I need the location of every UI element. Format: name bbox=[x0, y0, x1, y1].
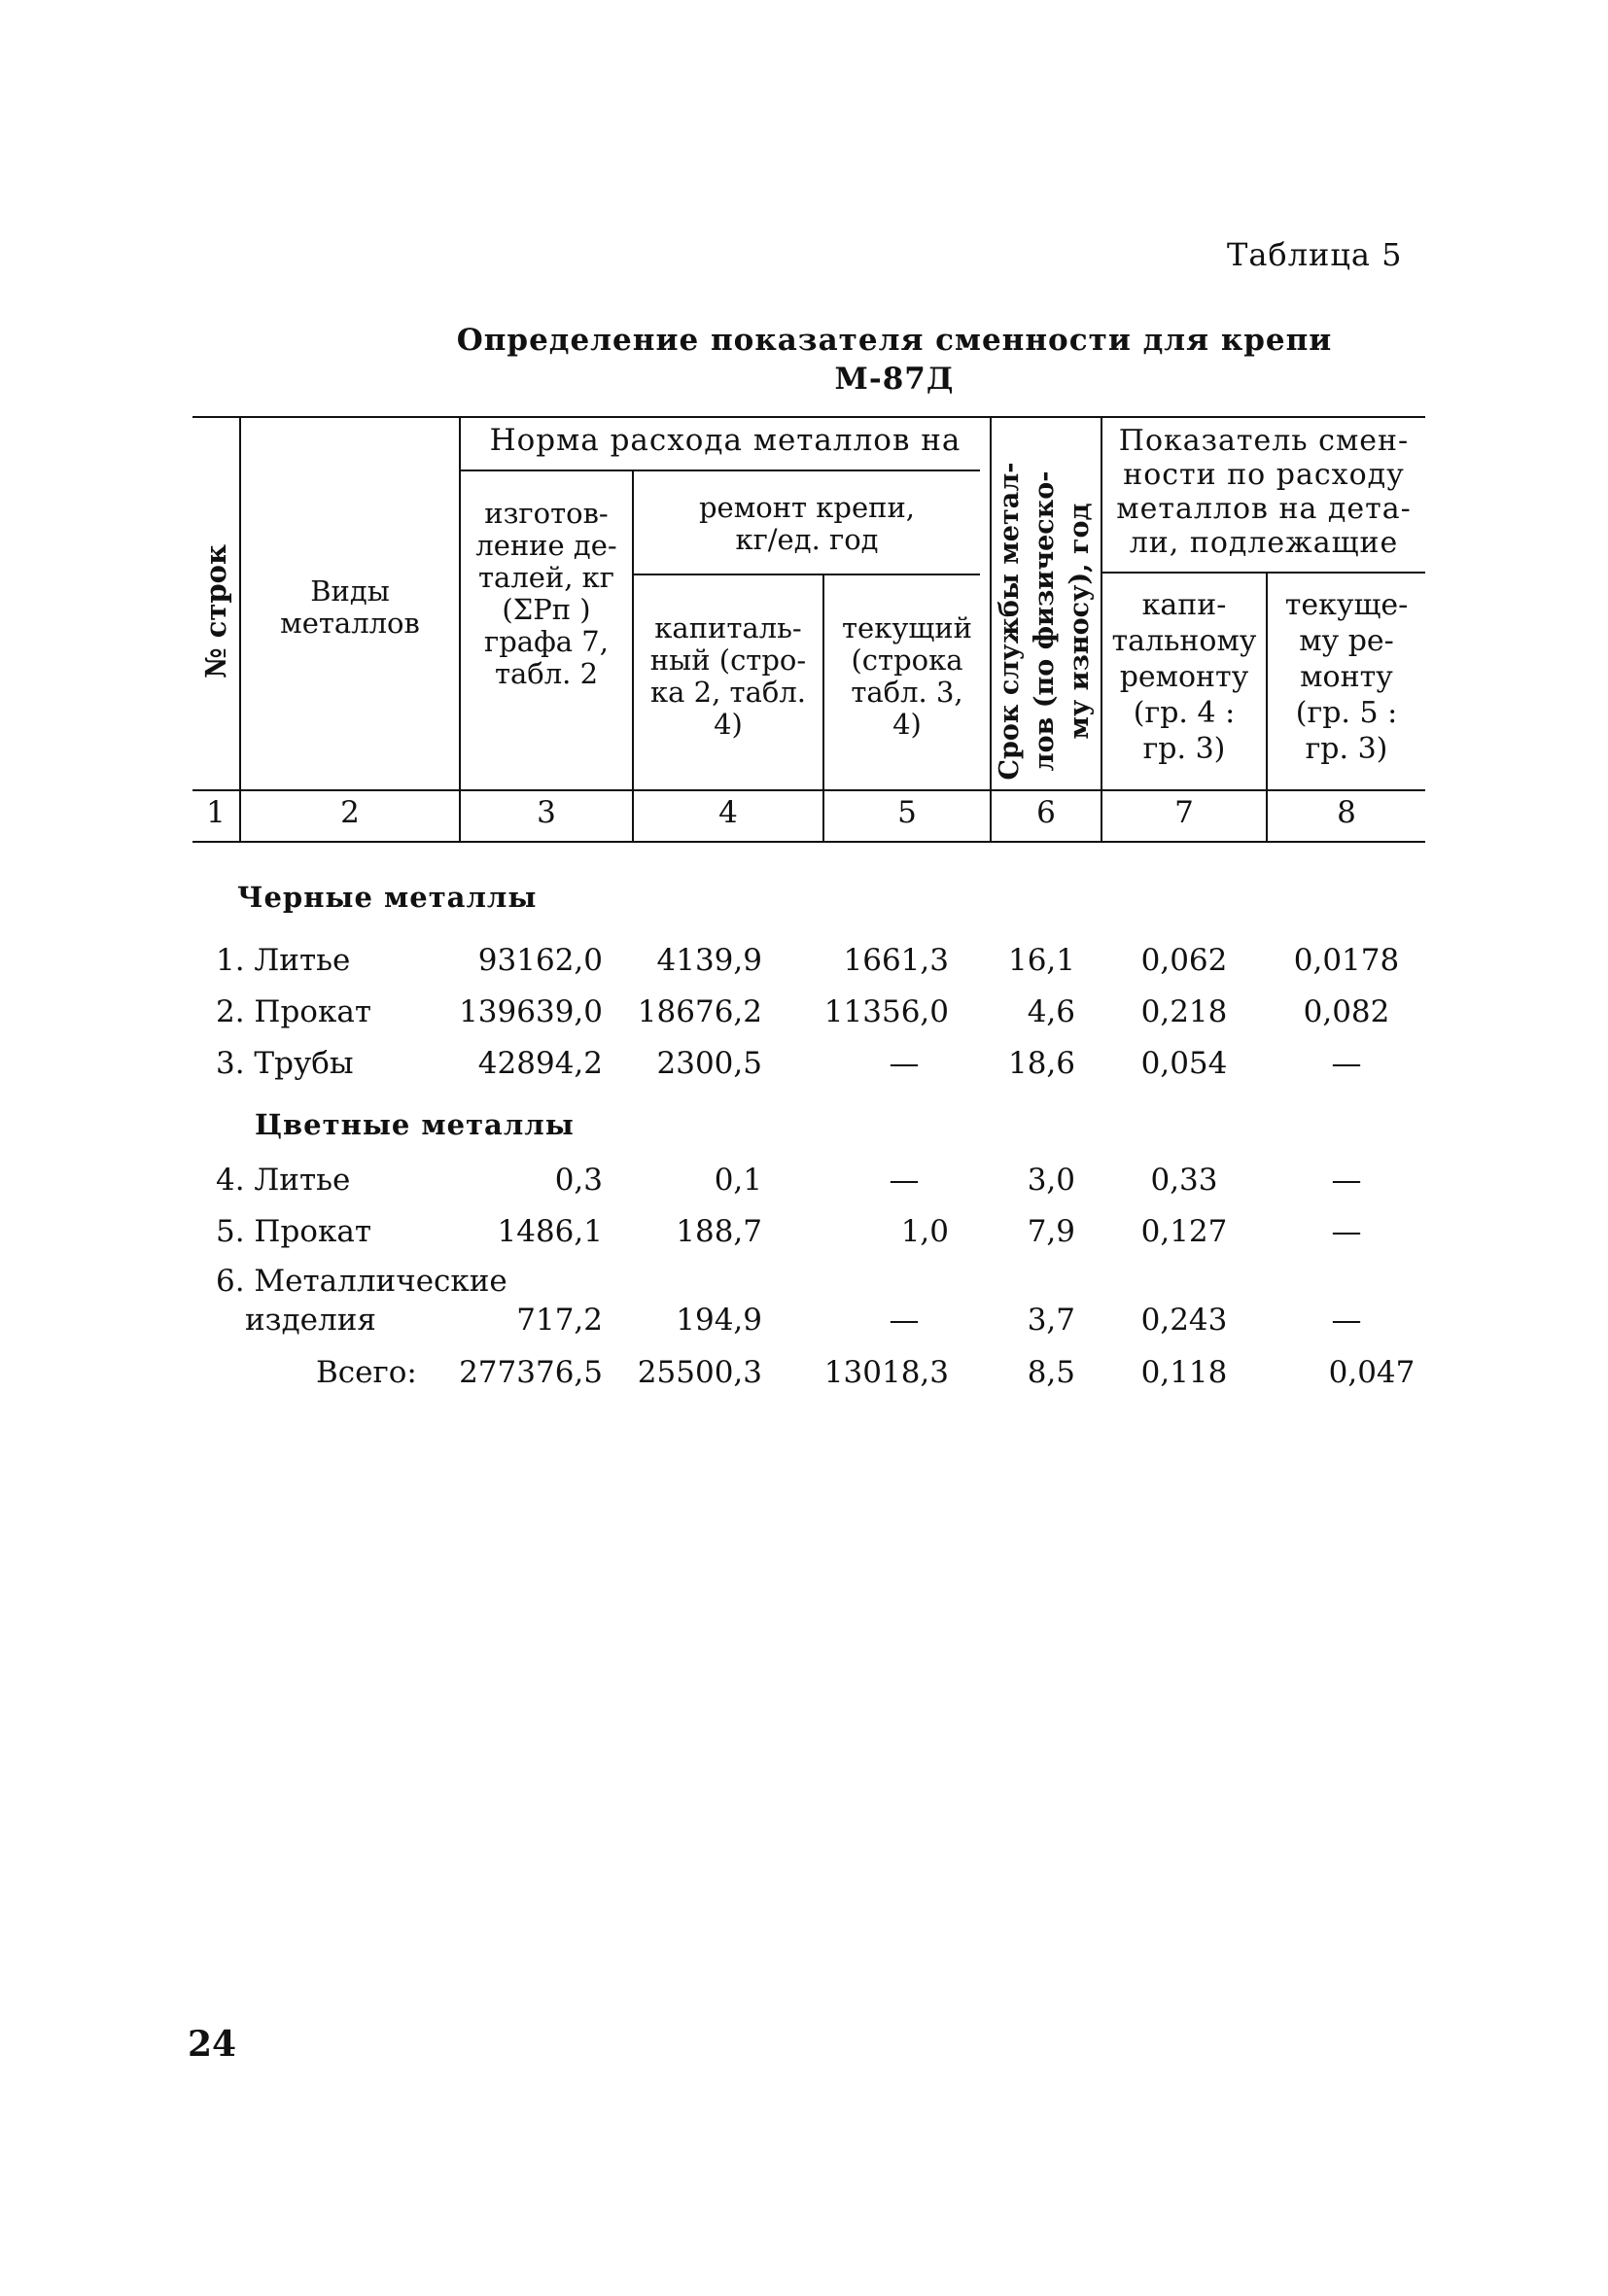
row-name: 5. Прокат bbox=[216, 1214, 371, 1249]
cell-manufacture: 0,3 bbox=[554, 1163, 603, 1198]
cell-index-current: — bbox=[1331, 1163, 1362, 1198]
header-index-capital: капи- тальному ремонту (гр. 4 : гр. 3) bbox=[1111, 588, 1257, 766]
table-row bbox=[0, 1214, 1608, 1253]
header-top-rule bbox=[192, 416, 1425, 418]
column-number: 6 bbox=[1036, 795, 1056, 830]
cell-index-current: 0,047 bbox=[1328, 1355, 1416, 1390]
cell-service-life: 16,1 bbox=[1007, 943, 1075, 978]
cell-capital-repair: 0,1 bbox=[714, 1163, 762, 1198]
column-number: 3 bbox=[537, 795, 556, 830]
cell-capital-repair: 18676,2 bbox=[637, 994, 762, 1029]
vline-5 bbox=[990, 416, 992, 841]
cell-service-life: 4,6 bbox=[1027, 994, 1075, 1029]
norm-group-rule bbox=[461, 470, 980, 471]
table-row bbox=[0, 943, 1608, 982]
cell-manufacture: 277376,5 bbox=[459, 1355, 603, 1390]
header-repair-group: ремонт крепи, кг/ед. год bbox=[698, 491, 916, 556]
header-service-life: Срок службы метал- лов (по физическо- му износу), год bbox=[995, 462, 1095, 781]
title-line-1: Определение показателя сменности для крепи bbox=[456, 323, 1333, 358]
cell-current-repair: 13018,3 bbox=[823, 1355, 949, 1390]
colnum-bottom-rule bbox=[192, 841, 1425, 843]
cell-manufacture: 42894,2 bbox=[477, 1046, 603, 1081]
table-row bbox=[0, 1264, 1608, 1341]
header-bottom-rule bbox=[192, 789, 1425, 791]
row-name: 1. Литье bbox=[216, 943, 351, 978]
cell-manufacture: 93162,0 bbox=[477, 943, 603, 978]
cell-index-capital: 0,054 bbox=[1140, 1046, 1228, 1081]
row-name: 2. Прокат bbox=[216, 994, 371, 1029]
column-number: 7 bbox=[1174, 795, 1194, 830]
header-index-current: текуще- му ре- монту (гр. 5 : гр. 3) bbox=[1284, 588, 1409, 766]
header-norm-group: Норма расхода металлов на bbox=[489, 423, 961, 458]
table-title bbox=[292, 321, 1497, 399]
cell-capital-repair: 188,7 bbox=[676, 1214, 762, 1249]
column-number: 4 bbox=[718, 795, 738, 830]
cell-current-repair: 1661,3 bbox=[843, 943, 949, 978]
cell-service-life: 8,5 bbox=[1027, 1355, 1075, 1390]
cell-manufacture: 1486,1 bbox=[497, 1214, 603, 1249]
cell-service-life: 18,6 bbox=[1007, 1046, 1075, 1081]
row-name: 4. Литье bbox=[216, 1163, 351, 1198]
row-name: Всего: bbox=[316, 1355, 417, 1390]
cell-current-repair: 1,0 bbox=[900, 1214, 949, 1249]
cell-current-repair: — bbox=[889, 1303, 920, 1338]
cell-index-capital: 0,33 bbox=[1150, 1163, 1218, 1198]
cell-capital-repair: 2300,5 bbox=[656, 1046, 762, 1081]
cell-current-repair: 11356,0 bbox=[823, 994, 949, 1029]
header-current-repair: текущий (строка табл. 3, 4) bbox=[841, 611, 972, 741]
cell-index-current: 0,0178 bbox=[1293, 943, 1400, 978]
cell-current-repair: — bbox=[889, 1163, 920, 1198]
table-row bbox=[0, 1046, 1608, 1085]
cell-index-current: — bbox=[1331, 1214, 1362, 1249]
section-ferrous-metals: Черные металлы bbox=[237, 881, 538, 914]
cell-service-life: 3,7 bbox=[1027, 1303, 1075, 1338]
cell-current-repair: — bbox=[889, 1046, 920, 1081]
table-label: Таблица 5 bbox=[1227, 236, 1403, 273]
row-name-line-1: 6. Металлические bbox=[216, 1264, 507, 1299]
header-capital-repair: капиталь- ный (стро- ка 2, табл. 4) bbox=[649, 611, 807, 741]
cell-manufacture: 139639,0 bbox=[459, 994, 603, 1029]
table-row bbox=[0, 994, 1608, 1033]
column-number: 2 bbox=[340, 795, 360, 830]
cell-capital-repair: 25500,3 bbox=[637, 1355, 762, 1390]
cell-index-capital: 0,118 bbox=[1140, 1355, 1228, 1390]
cell-index-capital: 0,127 bbox=[1140, 1214, 1228, 1249]
index-group-rule bbox=[1102, 572, 1425, 574]
column-number: 5 bbox=[897, 795, 917, 830]
cell-index-capital: 0,062 bbox=[1140, 943, 1228, 978]
cell-manufacture: 717,2 bbox=[516, 1303, 603, 1338]
column-number: 8 bbox=[1337, 795, 1356, 830]
cell-index-current: — bbox=[1331, 1303, 1362, 1338]
table-row bbox=[0, 1163, 1608, 1201]
header-index-group: Показатель смен- ности по расходу металлов на дета- ли, подлежащие bbox=[1116, 424, 1412, 560]
cell-index-capital: 0,243 bbox=[1140, 1303, 1228, 1338]
table-row-total bbox=[0, 1355, 1608, 1394]
cell-service-life: 3,0 bbox=[1027, 1163, 1075, 1198]
header-metal-kind: Виды металлов bbox=[280, 574, 420, 640]
cell-index-current: — bbox=[1331, 1046, 1362, 1081]
cell-capital-repair: 194,9 bbox=[676, 1303, 762, 1338]
cell-capital-repair: 4139,9 bbox=[656, 943, 762, 978]
header-row-number: № строк bbox=[199, 544, 232, 678]
row-name: 3. Трубы bbox=[216, 1046, 354, 1081]
cell-index-capital: 0,218 bbox=[1140, 994, 1228, 1029]
row-name: изделия bbox=[245, 1303, 376, 1338]
section-nonferrous-metals: Цветные металлы bbox=[255, 1108, 575, 1141]
title-line-2: М-87Д bbox=[834, 362, 955, 397]
header-manufacture: изготов- ление де- талей, кг (ΣPп ) графа 7, табл. 2 bbox=[475, 497, 617, 690]
column-number: 1 bbox=[206, 795, 226, 830]
repair-group-rule bbox=[634, 574, 980, 575]
cell-service-life: 7,9 bbox=[1027, 1214, 1075, 1249]
cell-index-current: 0,082 bbox=[1303, 994, 1390, 1029]
page-number: 24 bbox=[188, 2024, 237, 2065]
